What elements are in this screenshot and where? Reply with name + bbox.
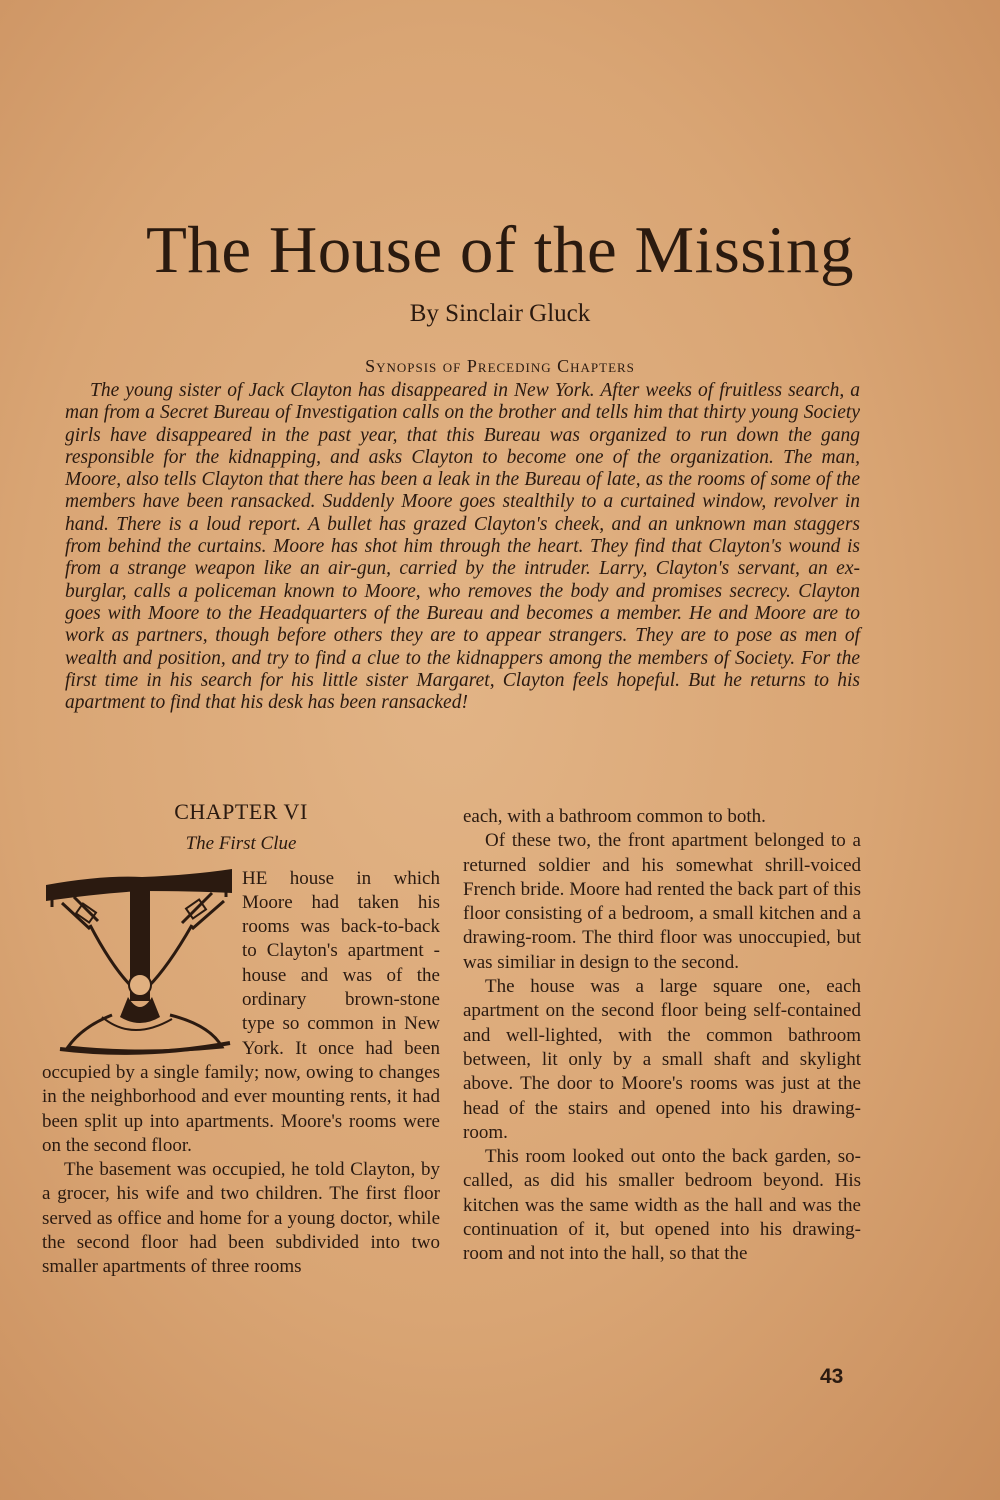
synopsis-heading: Synopsis of Preceding Chapters [365, 356, 635, 376]
story-title: The House of the Missing [146, 213, 854, 287]
paragraph: Of these two, the front apartment belonged to a returned soldier and his somewhat shrill-voiced French bride. Moore had rented the back part of this floor consisting of a bedroom, a small kitchen and a drawing-room. The third floor was unoccupied, but was similiar in design to the second. [463, 830, 861, 973]
paragraph: The basement was occupied, he told Clayton, by a grocer, his wife and two children. The first floor served as office and home for a young doctor, while the second floor had been subdivided into two smaller apartments of three rooms [42, 1159, 440, 1278]
paragraph: This room looked out onto the back garden, so-called, as did his smaller bedroom beyond. His kitchen was the same width as the hall and was the continuation of it, but opened into his drawing-room and not into the hall, so that the [463, 1146, 861, 1265]
author-byline: By Sinclair Gluck [409, 300, 591, 327]
paragraph: each, with a bathroom common to both. [463, 806, 766, 827]
paragraph: The house was a large square one, each apartment on the second floor being self-contained and well-lighted, with the common bathroom between, lit only by a small shaft and skylight above. The door to Moore's rooms was just at the head of the stairs and opened into his drawing-room. [463, 976, 861, 1143]
paragraph: HE house in which Moore had taken his rooms was back-to-back to Clayton's apartment - house and was of the ordinary brown-stone type so common in New York. It once had been occupied by a single family; now, owing to changes in the neighborhood and ever mounting rents, it had been split up into apartments. Moore's rooms were on the second floor. [42, 867, 440, 1156]
chapter-subtitle: The First Clue [185, 833, 297, 855]
synopsis-text: The young sister of Jack Clayton has disappeared in New York. After weeks of fruitless search, a man from a Secret Bureau of Investigation calls on the brother and tells him that thirty young Society girls have disappeared in the past year, that this Bureau was organized to run down the gang responsible for the kidnapping, and asks Clayton to become one of the organization. The man, Moore, also tells Clayton that there has been a leak in the Bureau of late, as the rooms of some of the members have been ransacked. Suddenly Moore goes stealthily to a curtained window, revolver in hand. There is a loud report. A bullet has grazed Clayton's cheek, and an unknown man staggers from behind the curtains. Moore has shot him through the heart. They find that Clayton's wound is from a strange weapon like an air-gun, carried by the intruder. Larry, Clayton's servant, an ex-burglar, calls a policeman known to Moore, who removes the body and promises secrecy. Clayton goes with Moore to the Headquarters of the Bureau and becomes a member. He and Moore are to work as partners, though before others they are to appear strangers. They are to pose as men of wealth and position, and try to find a clue to the kidnappers among the members of Society. For the first time in his search for his little sister Margaret, Clayton feels hopeful. But he returns to his apartment to find that his desk has been ransacked! [65, 380, 860, 714]
right-column [463, 805, 861, 1267]
dropcap-t-figure-icon [42, 867, 234, 1055]
page-number: 43 [820, 1365, 844, 1388]
chapter-heading: CHAPTER VI [174, 799, 308, 824]
left-column [42, 800, 440, 1280]
dropcap-illustration [42, 867, 234, 1055]
